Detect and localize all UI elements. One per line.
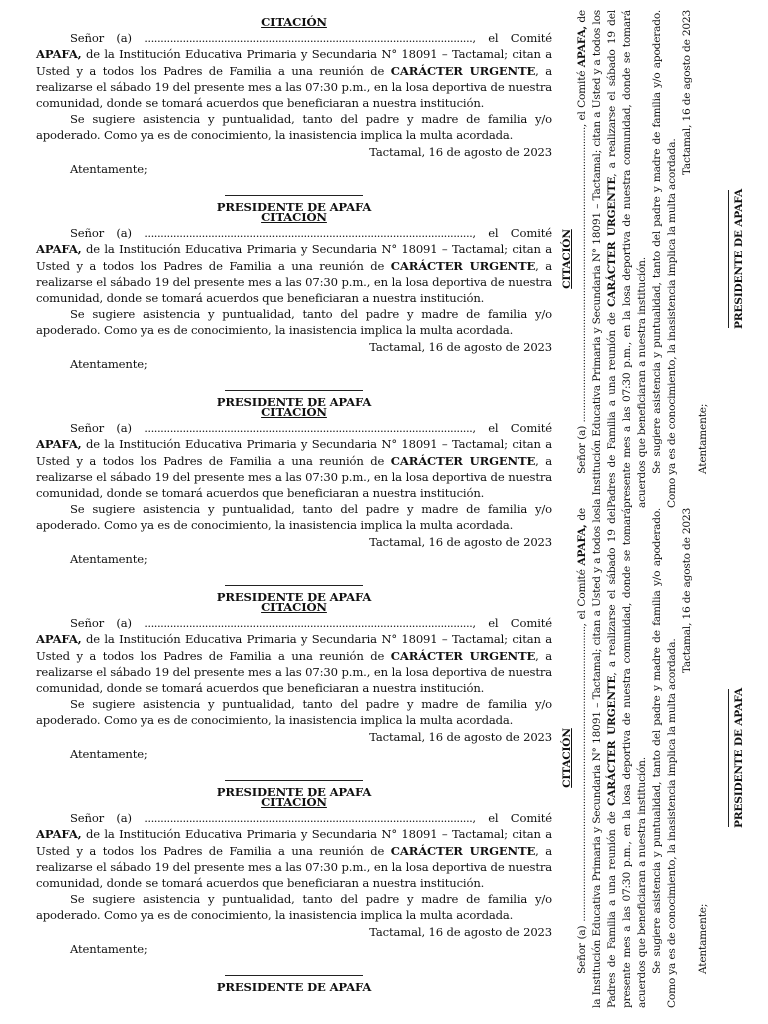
committee-suffix: de [81,632,100,647]
citation-paragraph-2: Se sugiere asistencia y puntualidad, tanto del padre y madre de familia y/o apoderado. Como ya es de conocimiento, la inasistencia implica la multa acordada. [651,508,678,1008]
citation-card [36,209,552,410]
citation-paragraph-2: Se sugiere asistencia y puntualidad, tanto del padre y madre de familia y/o apoderado. Como ya es de conocimiento, la inasistencia implica la multa acordada. [36,502,552,533]
committee-prefix: , el Comité [472,421,552,436]
signature-line [728,689,729,827]
citation-paragraph-1 [36,225,552,306]
body-text-2: , a realizarse el sábado 19 del presente mes a las 07:30 p.m., en la losa deportiva de nuestra comunidad, donde se tomará acuerdos que beneficiaran a nuestra institución. [36,453,552,501]
citation-date: Tactamal, 16 de agosto de 2023 [369,729,552,744]
rotated-citation-upper [560,10,745,508]
body-text-1: la Institución Educativa Primaria y Secundaria N° 18091 – Tactamal; citan a Usted y a todos los Padres de Familia a una reunión de [591,508,618,1008]
closing-regards: Atentamente; [70,356,148,371]
salutation: Señor (a) [70,31,132,46]
committee-suffix: de [81,437,100,452]
signature-title: PRESIDENTE DE APAFA [733,688,745,828]
citation-paragraph-1 [36,810,552,891]
body-text-2: , a realizarse el sábado 19 del presente mes a las 07:30 p.m., en la losa deportiva de nuestra comunidad, donde se tomará acuerdos que beneficiaran a nuestra institución. [606,10,648,508]
committee-name: APAFA, [36,632,82,647]
committee-name: APAFA, [36,242,82,257]
urgent-text: CARÁCTER URGENTE [390,258,536,273]
committee-suffix: de [81,827,100,842]
committee-prefix: , el Comité [576,70,588,128]
committee-name: APAFA, [576,26,588,68]
citation-title: CITACIÓN [261,210,327,224]
closing-regards: Atentamente; [697,403,709,474]
body-text-1: la Institución Educativa Primaria y Secundaria N° 18091 – Tactamal; citan a Usted y a todos los Padres de Familia a una reunión de [591,10,618,508]
body-text-1: la Institución Educativa Primaria y Secundaria N° 18091 – Tactamal; citan a Usted y a todos los Padres de Familia a una reunión de [36,47,552,78]
closing-regards: Atentamente; [697,903,709,974]
citation-paragraph-1 [36,420,552,501]
name-blank: ....................................................................................................... [144,421,473,436]
committee-suffix: de [576,10,588,27]
salutation: Señor (a) [70,226,132,241]
signature-title: PRESIDENTE DE APAFA [216,590,372,605]
name-blank: ....................................................................................................... [576,626,588,922]
committee-prefix: , el Comité [472,31,552,46]
citation-title: CITACIÓN [261,405,327,419]
urgent-text: CARÁCTER URGENTE [390,648,536,663]
body-text-1: la Institución Educativa Primaria y Secundaria N° 18091 – Tactamal; citan a Usted y a todos los Padres de Familia a una reunión de [36,242,552,273]
salutation: Señor (a) [576,925,588,974]
citation-paragraph-1 [575,10,650,508]
committee-prefix: , el Comité [576,569,588,627]
body-text-2: , a realizarse el sábado 19 del presente mes a las 07:30 p.m., en la losa deportiva de nuestra comunidad, donde se tomará acuerdos que beneficiaran a nuestra institución. [36,63,552,111]
rotated-citation-lower [560,508,745,1008]
name-blank: ....................................................................................................... [144,31,473,46]
body-text-1: la Institución Educativa Primaria y Secundaria N° 18091 – Tactamal; citan a Usted y a todos los Padres de Familia a una reunión de [36,827,552,858]
citation-date: Tactamal, 16 de agosto de 2023 [369,144,552,159]
citation-title: CITACIÓN [261,600,327,614]
salutation: Señor (a) [576,425,588,474]
committee-prefix: , el Comité [472,226,552,241]
citation-title: CITACIÓN [561,229,573,289]
citation-title: CITACIÓN [561,728,573,788]
signature-line [225,585,363,586]
name-blank: ....................................................................................................... [144,811,473,826]
citation-paragraph-2: Se sugiere asistencia y puntualidad, tanto del padre y madre de familia y/o apoderado. Como ya es de conocimiento, la inasistencia implica la multa acordada. [36,892,552,923]
citation-date: Tactamal, 16 de agosto de 2023 [369,534,552,549]
committee-prefix: , el Comité [472,811,552,826]
signature-title: PRESIDENTE DE APAFA [216,785,372,800]
urgent-text: CARÁCTER URGENTE [390,843,536,858]
closing-regards: Atentamente; [70,551,148,566]
citation-card [36,599,552,800]
signature-title: PRESIDENTE DE APAFA [216,395,372,410]
citation-paragraph-2: Se sugiere asistencia y puntualidad, tanto del padre y madre de familia y/o apoderado. Como ya es de conocimiento, la inasistencia implica la multa acordada. [36,307,552,338]
body-text-2: , a realizarse el sábado 19 del presente mes a las 07:30 p.m., en la losa deportiva de nuestra comunidad, donde se tomará acuerdos que beneficiaran a nuestra institución. [606,508,648,1008]
body-text-2: , a realizarse el sábado 19 del presente mes a las 07:30 p.m., en la losa deportiva de nuestra comunidad, donde se tomará acuerdos que beneficiaran a nuestra institución. [36,843,552,891]
body-text-1: la Institución Educativa Primaria y Secundaria N° 18091 – Tactamal; citan a Usted y a todos los Padres de Familia a una reunión de [36,437,552,468]
committee-name: APAFA, [576,524,588,566]
name-blank: ....................................................................................................... [576,127,588,423]
name-blank: ....................................................................................................... [144,226,473,241]
citation-paragraph-1 [36,615,552,696]
citation-date: Tactamal, 16 de agosto de 2023 [369,924,552,939]
urgent-text: CARÁCTER URGENTE [390,63,536,78]
name-blank: ....................................................................................................... [144,616,473,631]
citation-title: CITACIÓN [261,15,327,29]
signature-line [225,195,363,196]
citation-card [36,794,552,995]
urgent-text: CARÁCTER URGENTE [606,675,618,806]
salutation: Señor (a) [70,811,132,826]
urgent-text: CARÁCTER URGENTE [606,176,618,308]
salutation: Señor (a) [70,616,132,631]
citation-card-rotated [560,10,747,508]
body-text-1: la Institución Educativa Primaria y Secundaria N° 18091 – Tactamal; citan a Usted y a todos los Padres de Familia a una reunión de [36,632,552,663]
citation-paragraph-2: Se sugiere asistencia y puntualidad, tanto del padre y madre de familia y/o apoderado. Como ya es de conocimiento, la inasistencia implica la multa acordada. [651,10,678,508]
left-column [36,14,552,995]
signature-line [225,975,363,976]
signature-line [225,390,363,391]
citation-paragraph-1 [575,508,650,1008]
signature-line [225,780,363,781]
signature-title: PRESIDENTE DE APAFA [216,980,372,995]
citation-card-rotated [560,508,747,1008]
citation-card [36,404,552,605]
signature-title: PRESIDENTE DE APAFA [733,189,745,329]
committee-suffix: de [81,242,100,257]
committee-name: APAFA, [36,437,82,452]
signature-line [728,190,729,328]
body-text-2: , a realizarse el sábado 19 del presente mes a las 07:30 p.m., en la losa deportiva de nuestra comunidad, donde se tomará acuerdos que beneficiaran a nuestra institución. [36,648,552,696]
salutation: Señor (a) [70,421,132,436]
citation-paragraph-2: Se sugiere asistencia y puntualidad, tanto del padre y madre de familia y/o apoderado. Como ya es de conocimiento, la inasistencia implica la multa acordada. [36,697,552,728]
committee-name: APAFA, [36,827,82,842]
committee-suffix: de [576,508,588,525]
citation-paragraph-2: Se sugiere asistencia y puntualidad, tanto del padre y madre de familia y/o apoderado. Como ya es de conocimiento, la inasistencia implica la multa acordada. [36,112,552,143]
citation-title: CITACIÓN [261,795,327,809]
closing-regards: Atentamente; [70,746,148,761]
committee-prefix: , el Comité [472,616,552,631]
citation-paragraph-1 [36,30,552,111]
body-text-2: , a realizarse el sábado 19 del presente mes a las 07:30 p.m., en la losa deportiva de nuestra comunidad, donde se tomará acuerdos que beneficiaran a nuestra institución. [36,258,552,306]
citation-date: Tactamal, 16 de agosto de 2023 [681,10,693,176]
citation-date: Tactamal, 16 de agosto de 2023 [369,339,552,354]
committee-name: APAFA, [36,47,82,62]
citation-date: Tactamal, 16 de agosto de 2023 [681,508,693,674]
signature-title: PRESIDENTE DE APAFA [216,200,372,215]
citation-card [36,14,552,215]
closing-regards: Atentamente; [70,161,148,176]
committee-suffix: de [81,47,100,62]
closing-regards: Atentamente; [70,941,148,956]
urgent-text: CARÁCTER URGENTE [390,453,536,468]
